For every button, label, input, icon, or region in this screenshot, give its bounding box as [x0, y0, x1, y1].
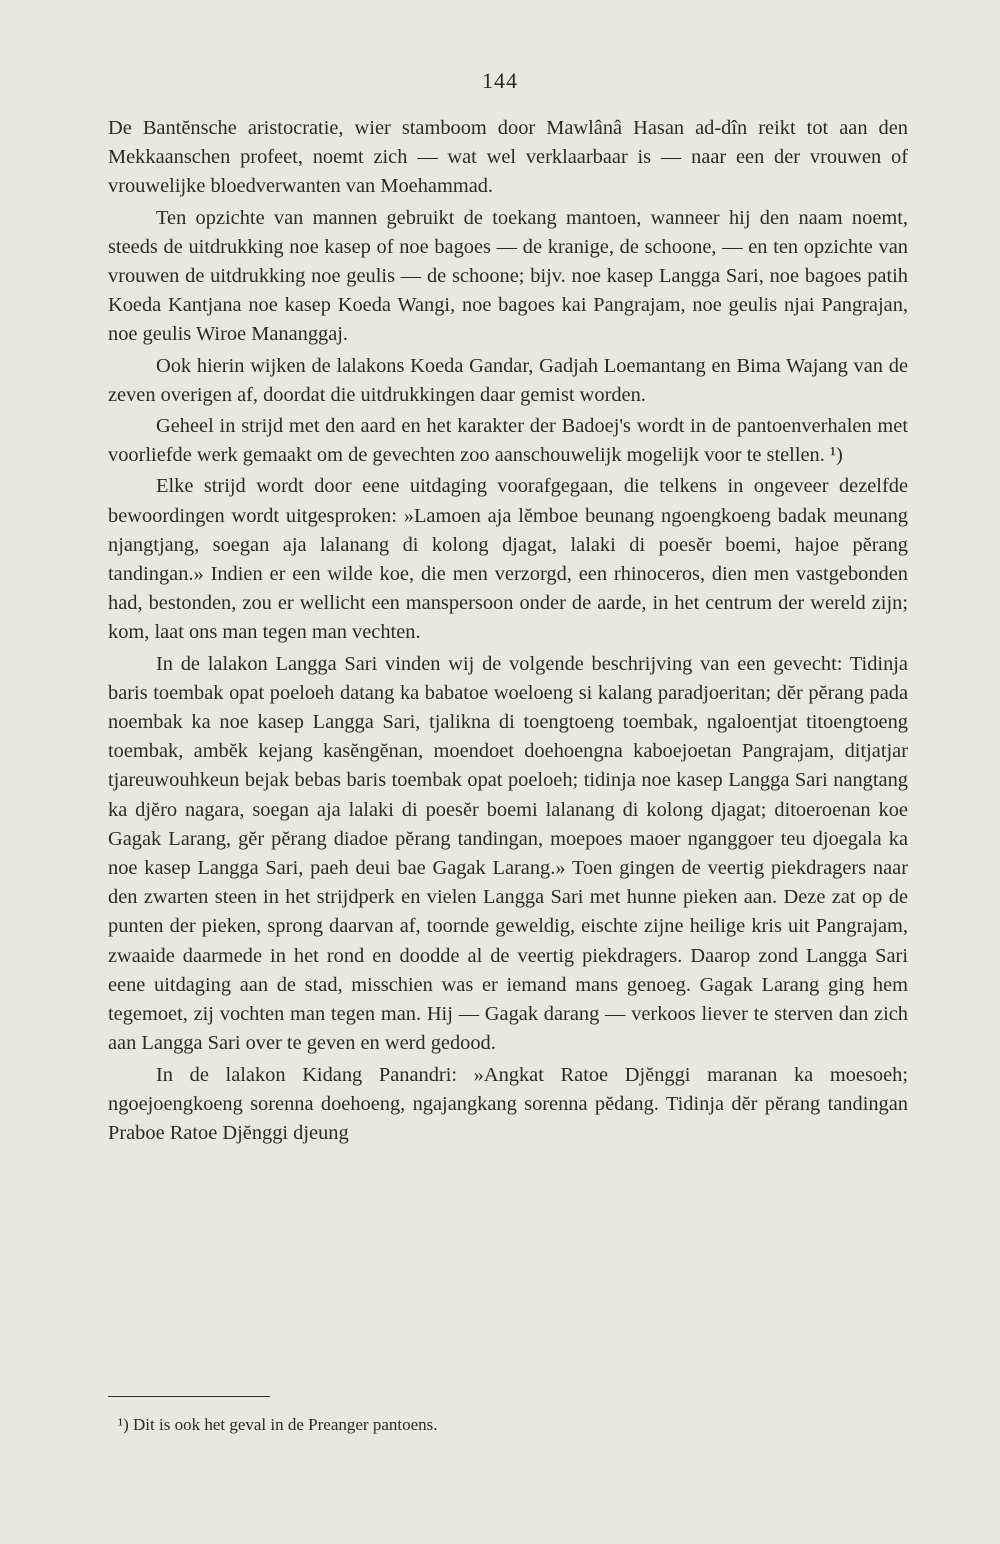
paragraph: De Bantĕnsche aristocratie, wier stamboom door Mawlânâ Hasan ad-dîn reikt tot aan den Mekkaanschen profeet, noemt zich — wat wel verklaarbaar is — naar een der vrouwen of vrouwelijke bloedverwanten van Moehammad.: [108, 117, 908, 198]
body-text: [108, 114, 908, 1150]
footnote: ¹) Dit is ook het geval in de Preanger pantoens.: [118, 1415, 438, 1434]
paragraph: Geheel in strijd met den aard en het karakter der Badoej's wordt in de pantoenverhalen met voorliefde werk gemaakt om de gevechten zoo aanschouwelijk mogelijk voor te stellen. ¹): [108, 415, 908, 467]
paragraph: In de lalakon Langga Sari vinden wij de volgende beschrijving van een gevecht: Tidinja baris toembak opat poeloeh datang ka babatoe woeloeng si kalang paradjoeritan; dĕr pĕrang pada noembak ka noe kasep Langga Sari, tjalikna di toengtoeng toembak, ngaloentjat titoengtoeng toembak, ambĕk kejang kasĕngĕnan, moendoet doehoengna kaboejoetan Pangrajam, ditjatjar tjareuwouhkeun bejak bebas baris toembak opat poeloeh; tidinja noe kasep Langga Sari nangtang ka djĕro nagara, soegan aja lalaki di poesĕr boemi lalanang di kolong djagat; ditoeroenan koe Gagak Larang, gĕr pĕrang diadoe pĕrang tandingan, moepoes maoer nganggoer teu djoegala ka noe kasep Langga Sari, paeh deui bae Gagak Larang.» Toen gingen de veertig piekdragers naar den zwarten steen in het strijdperk en vielen Langga Sari met hunne pieken aan. Deze zat op de punten der pieken, sprong daarvan af, toornde geweldig, eischte zijne heilige kris uit Pangrajam, zwaaide daarmede in het rond en doodde al de veertig piekdragers. Daarop zond Langga Sari eene uitdaging aan de stad, misschien was er iemand mans genoeg. Gagak Larang ging hem tegemoet, zij vochten man tegen man. Hij — Gagak darang — verkoos liever te sterven dan zich aan Langga Sari over te geven en werd gedood.: [108, 652, 908, 1055]
footnote-divider: [108, 1396, 270, 1397]
paragraph: In de lalakon Kidang Panandri: »Angkat Ratoe Djĕnggi maranan ka moesoeh; ngoejoengkoeng sorenna doehoeng, ngajangkang sorenna pĕdang. Tidinja dĕr pĕrang tandingan Praboe Ratoe Djĕnggi djeung: [108, 1063, 908, 1144]
page-number: 144: [482, 68, 518, 93]
paragraph: Elke strijd wordt door eene uitdaging voorafgegaan, die telkens in ongeveer dezelfde bewoordingen wordt uitgesproken: »Lamoen aja lĕmboe beunang ngoengkoeng badak meunang njangtjang, soegan aja lalanang di kolong djagat, lalaki di poesĕr boemi, hajoe pĕrang tandingan.» Indien er een wilde koe, die men verzorgd, een rhinoceros, dien men vastgebonden had, bestonden, zou er wellicht een manspersoon onder de aarde, in het centrum der wereld zijn; kom, laat ons man tegen man vechten.: [108, 475, 908, 644]
paragraph: Ook hierin wijken de lalakons Koeda Gandar, Gadjah Loemantang en Bima Wajang van de zeven overigen af, doordat die uitdrukkingen daar gemist worden.: [108, 354, 908, 406]
paragraph: Ten opzichte van mannen gebruikt de toekang mantoen, wanneer hij den naam noemt, steeds de uitdrukking noe kasep of noe bagoes — de kranige, de schoone, — en ten opzichte van vrouwen de uitdrukking noe geulis — de schoone; bijv. noe kasep Langga Sari, noe bagoes patih Koeda Kantjana noe kasep Koeda Wangi, noe bagoes kai Pangrajam, noe geulis njai Pangrajan, noe geulis Wiroe Mananggaj.: [108, 206, 908, 346]
